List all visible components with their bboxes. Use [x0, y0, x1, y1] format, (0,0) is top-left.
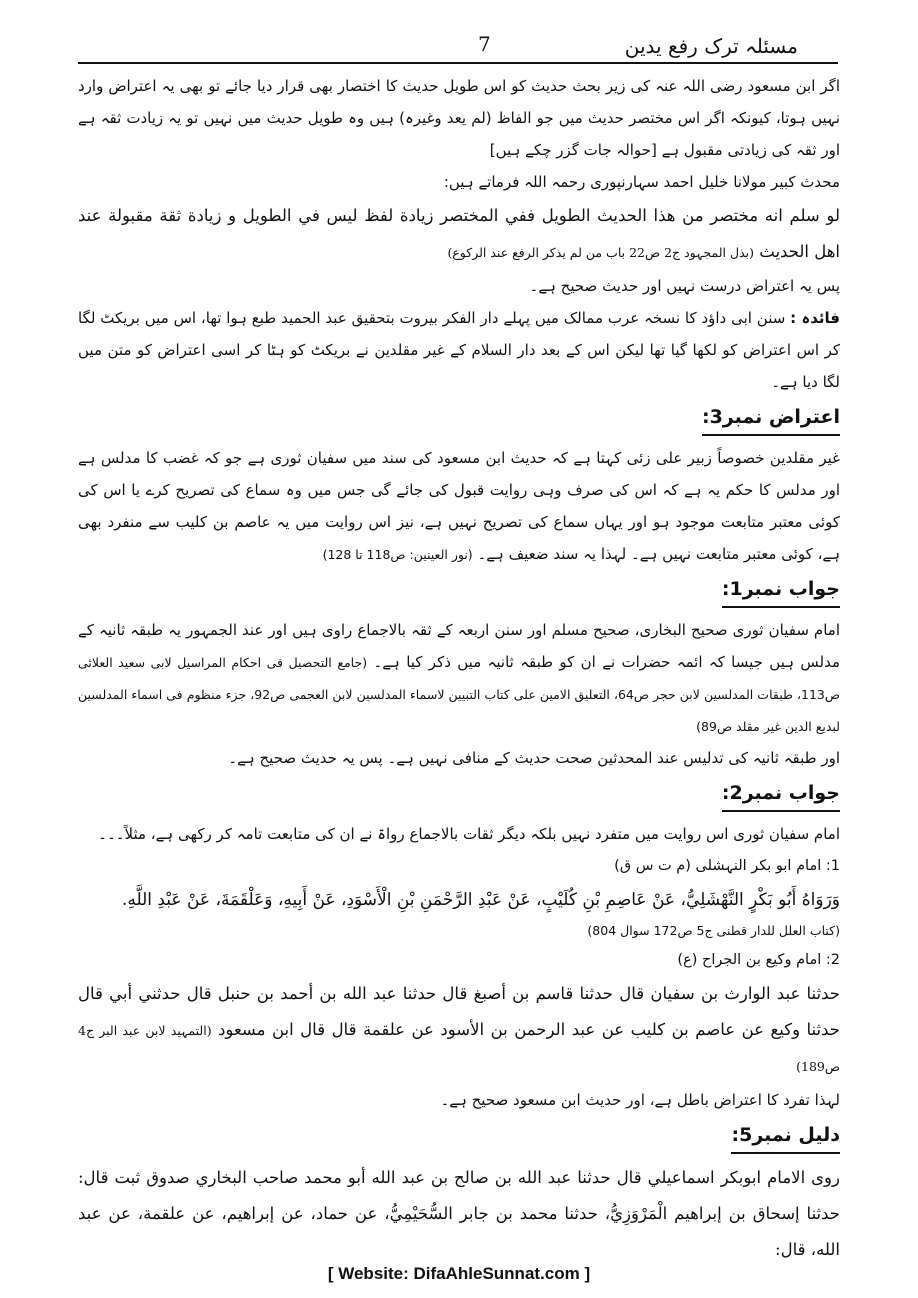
faida-label: فائدہ :: [790, 309, 840, 327]
list-item-nahshali: 1: امام ابو بکر النہشلی (م ت س ق): [614, 858, 840, 874]
paragraph-conclusion-2: لہذا تفرد کا اعتراض باطل ہے، اور حدیث ابن مسعود صحیح ہے۔: [440, 1091, 840, 1109]
arabic-quote-ismaili: روى الامام ابوبكر اسماعيلي قال حدثنا عبد الله بن صالح بن عبد الله أبو محمد صاحب البخاري صدوق ثبت قال: حدثنا إسحاق بن إبراهيم الْمَرْوَزِيُّ، حدثنا محمد بن جابر السُّحَيْمِيُّ، عن حماد، عن إبراهيم، عن علقمة، عن عبد الله، قال:: [78, 1168, 840, 1259]
heading-answer-2: جواب نمبر2:: [722, 778, 840, 812]
paragraph-conclusion-1: پس یہ اعتراض درست نہیں اور حدیث صحیح ہے۔: [529, 277, 840, 295]
paragraph-faida: [78, 302, 840, 398]
paragraph-muhaddith-intro: محدث کبیر مولانا خلیل احمد سہارنپوری رحمہ اللہ فرماتے ہیں:: [443, 173, 840, 191]
website-footer: [ Website: DifaAhleSunnat.com ]: [327, 1264, 591, 1283]
faida-text: سنن ابی داؤد کا نسخہ عرب ممالک میں پہلے دار الفکر بیروت بتحقیق عبد الحمید طبع ہوا تھا، اس میں بریکٹ لگا کر اس اعتراض کو لکھا گیا تھا لیکن اس کے بعد دار السلام کے غیر مقلدین نے بریکٹ کو ہٹا کر اسی اعتراض کو متن میں لگا دیا ہے۔: [78, 309, 840, 391]
answer-1-text: امام سفیان ثوری صحیح البخاری، صحیح مسلم اور سنن اربعہ کے ثقہ بالاجماع راوی ہیں اور عند الجمہور یہ طبقہ ثانیہ کے مدلس ہیں جیسا کہ ائمہ حضرات نے ان کو طبقہ ثانیہ میں ذکر کیا ہے۔: [78, 621, 840, 671]
heading-objection-3: اعتراض نمبر3:: [702, 402, 840, 436]
paragraph-objection-3: [78, 442, 840, 570]
paragraph-answer-1: [78, 614, 840, 742]
paragraph-tadlees: اور طبقہ ثانیہ کی تدلیس عند المحدثین صحت حدیث کے منافی نہیں ہے۔ پس یہ حدیث صحیح ہے۔: [228, 749, 840, 767]
list-item-waki: 2: امام وکیع بن الجراح (ع): [677, 952, 840, 968]
page-content: [78, 70, 840, 1268]
paragraph-answer-2: امام سفیان ثوری اس روایت میں متفرد نہیں بلکہ دیگر ثقات بالاجماع رواۃ نے ان کی متابعت تامہ کر رکھی ہے، مثلاً۔۔۔: [98, 825, 840, 843]
heading-evidence-5: دلیل نمبر5:: [731, 1120, 840, 1154]
arabic-quote-waki-text: حدثنا عبد الوارث بن سفيان قال حدثنا قاسم بن أصبغ قال حدثنا عبد الله بن أحمد بن حنبل قال حدثني أبي قال حدثنا وكيع عن عاصم بن كليب عن عبد الرحمن بن الأسود عن علقمة قال قال ابن مسعود: [78, 984, 840, 1039]
page-number: 7: [478, 32, 491, 56]
heading-answer-1: جواب نمبر1:: [722, 574, 840, 608]
reference-tamheed: (التمہید لابن عبد البر ج4 ص189): [78, 1023, 840, 1074]
reference-tabaqat: (جامع التحصیل فی احکام المراسیل لابی سعید العلائی ص113، طبقات المدلسین لابن حجر ص64، التعلیق الامین علی کتاب التبیین لاسماء المدلسین لابن العجمی ص92، جزء منظوم فی اسماء المدلسین لبدیع الدین غیر مقلد ص89): [78, 655, 840, 734]
arabic-quote-text: لو سلم انه مختصر من هذا الحديث الطويل ففي المختصر زيادة لفظ ليس في الطويل و زيادة ثقة مقبولة عند اهل الحديث: [78, 206, 840, 261]
reference-badhl: (بذل المجہود ج2 ص22 باب من لم یذکر الرفع عند الرکوع): [447, 245, 754, 260]
page-header: [78, 28, 838, 64]
running-title: مسئلہ ترک رفع یدین: [624, 34, 798, 58]
arabic-quote-nahshali: وَرَوَاهُ أَبُو بَكْرٍ النَّهْشَلِيُّ، عَنْ عَاصِمِ بْنِ كُلَيْبٍ، عَنْ عَبْدِ الرَّحْمَنِ بْنِ الْأَسْوَدِ، عَنْ أَبِيهِ، وَعَلْقَمَةَ، عَنْ عَبْدِ اللَّهِ.: [121, 890, 840, 910]
reference-ilal: (کتاب العلل للدار قطنی ج5 ص172 سوال 804): [587, 923, 840, 938]
arabic-quote-waki: [78, 976, 840, 1084]
objection-3-text: غیر مقلدین خصوصاً زبیر علی زئی کہتا ہے کہ حدیث ابن مسعود کی سند میں سفیان ثوری ہے جو کہ غضب کا مدلس ہے اور مدلس کا حکم یہ ہے کہ اس کی صرف وہی روایت قبول کی جائے گی جس میں وہ سماع کی تصریح کرے یا اس کی کوئی معتبر متابعت موجود ہو اور یہاں سماع کی تصریح نہیں ہے، نیز اس روایت میں یہ عاصم بن کلیب سے منفرد بھی ہے، کوئی معتبر متابعت نہیں ہے۔ لہذا یہ سند ضعیف ہے۔: [78, 449, 840, 563]
arabic-quote-badhl: [78, 198, 840, 270]
reference-noor-ul-ainain: (نور العینین: ص118 تا 128): [322, 547, 473, 562]
paragraph-hadith-summary: اگر ابن مسعود رضی اللہ عنہ کی زیر بحث حدیث کو اس طویل حدیث کا اختصار بھی قرار دیا جائے تو بھی یہ اعتراض وارد نہیں ہوتا، کیونکہ اگر اس مختصر حدیث میں جو الفاظ (لم یعد وغیرہ) ہیں وہ طویل حدیث میں نہیں تو یہ زیادت ثقہ ہے اور ثقہ کی زیادتی مقبول ہے [حوالہ جات گزر چکے ہیں]: [78, 77, 840, 159]
